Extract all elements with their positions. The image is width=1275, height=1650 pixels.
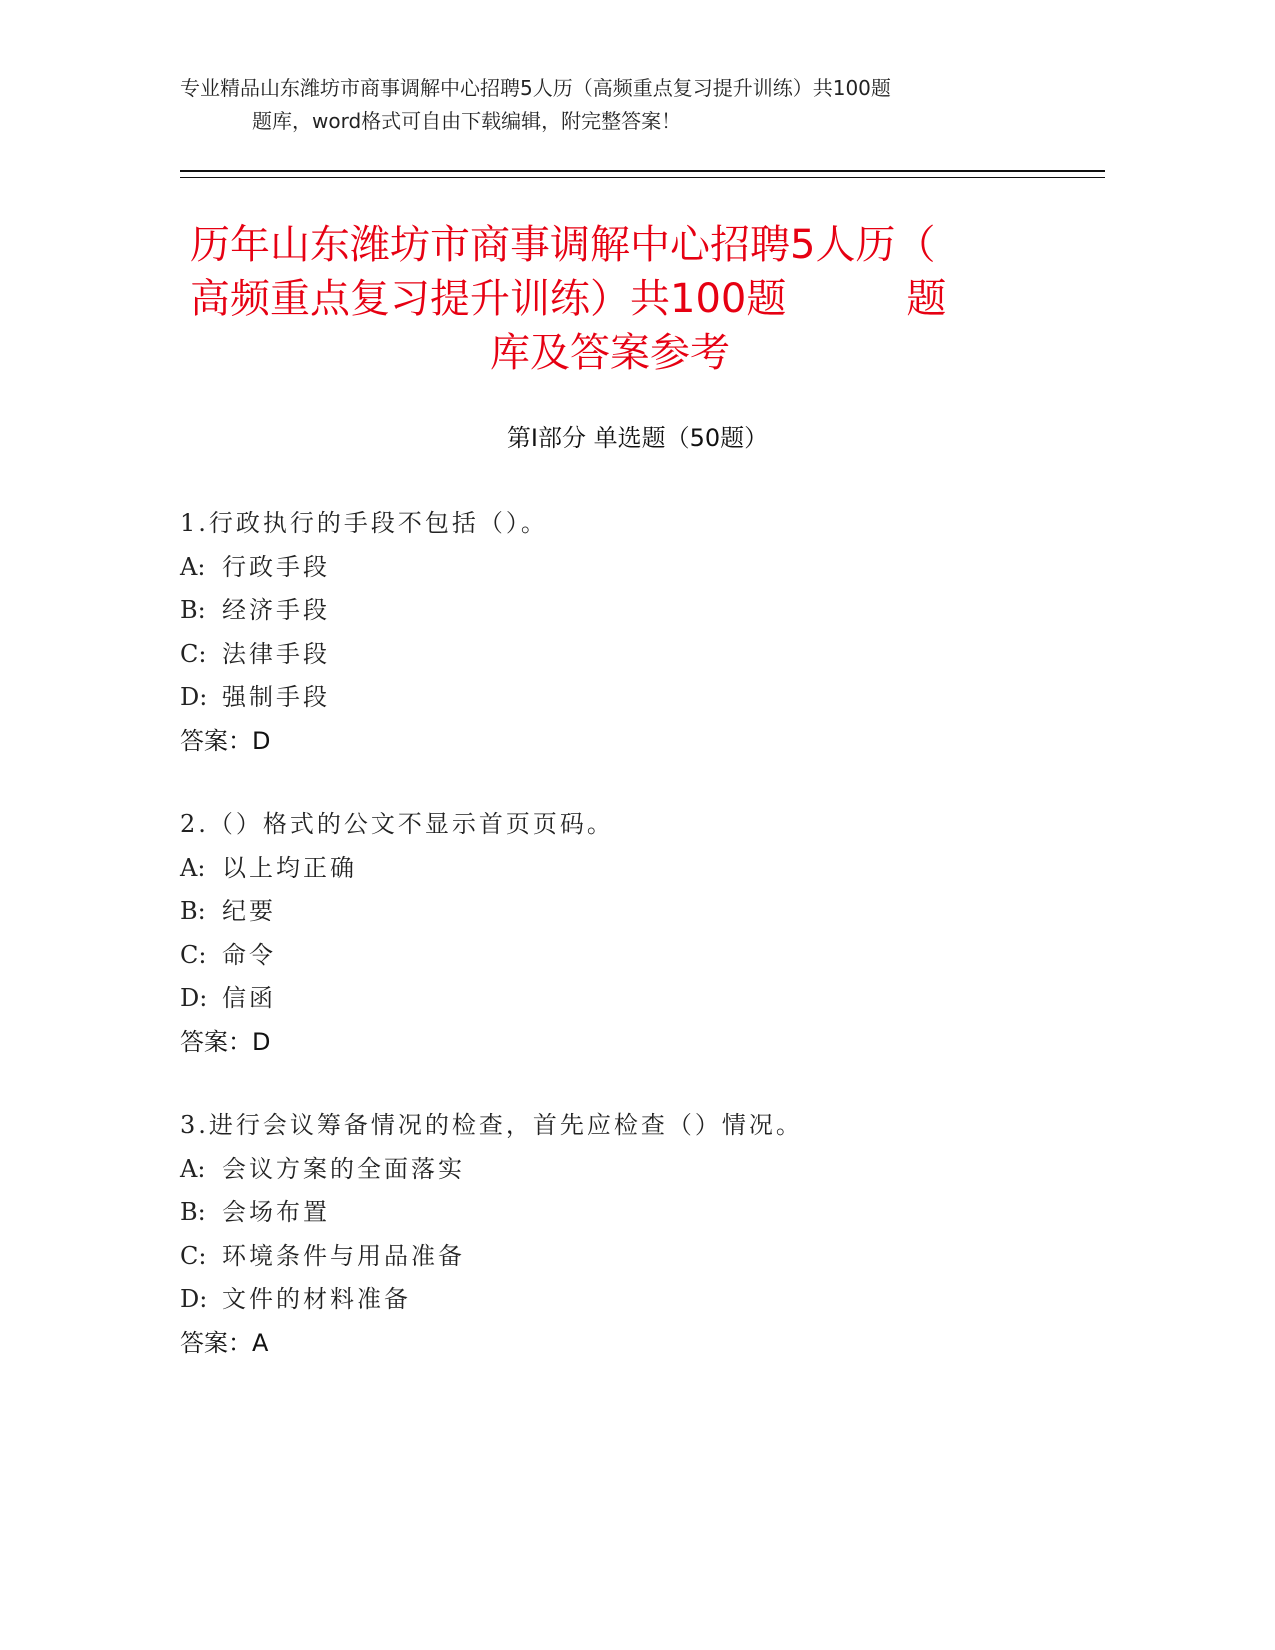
option-label: C: <box>180 639 207 668</box>
option-label: D: <box>180 984 208 1012</box>
header-line-2: 题库，word格式可自由下载编辑，附完整答案！ <box>252 109 682 133</box>
question-stem: 1.行政执行的手段不包括（）。 <box>180 509 548 537</box>
option-text: 会议方案的全面落实 <box>222 1154 465 1183</box>
option-label: A: <box>180 853 206 882</box>
header-divider-thin <box>180 177 1105 178</box>
option-c <box>180 1235 1100 1279</box>
answer-line: 答案：D <box>180 1027 271 1056</box>
option-text: 信函 <box>222 984 276 1012</box>
question-3 <box>180 1104 1100 1365</box>
option-a <box>180 1148 1100 1192</box>
title-line-3: 库及答案参考 <box>490 330 730 376</box>
option-label: A: <box>180 1154 206 1183</box>
header-line-1: 专业精品山东潍坊市商事调解中心招聘5人历（高频重点复习提升训练）共100题 <box>180 76 891 100</box>
option-b <box>180 890 1100 934</box>
option-b <box>180 589 1100 633</box>
answer-line: 答案：D <box>180 726 271 755</box>
header-note <box>180 72 1080 138</box>
option-label: C: <box>180 940 207 969</box>
option-a <box>180 546 1100 590</box>
title-line-2: 高频重点复习提升训练）共100题 题 <box>190 276 947 322</box>
title-line-1: 历年山东潍坊市商事调解中心招聘5人历（ <box>190 222 936 268</box>
option-d <box>180 1278 1100 1322</box>
option-label: B: <box>180 596 206 624</box>
question-2 <box>180 803 1100 1064</box>
option-text: 行政手段 <box>222 552 330 581</box>
option-text: 文件的材料准备 <box>222 1285 411 1313</box>
option-a <box>180 847 1100 891</box>
option-text: 法律手段 <box>222 639 330 668</box>
question-stem: 3.进行会议筹备情况的检查，首先应检查（）情况。 <box>180 1111 803 1139</box>
option-text: 强制手段 <box>222 683 330 711</box>
section-title: 第Ⅰ部分 单选题（50题） <box>506 424 769 452</box>
option-label: B: <box>180 1198 206 1226</box>
option-label: A: <box>180 552 206 581</box>
question-1 <box>180 502 1100 763</box>
document-title <box>190 218 1030 380</box>
option-label: B: <box>180 897 206 925</box>
answer-line: 答案：A <box>180 1328 269 1357</box>
option-c <box>180 633 1100 677</box>
option-text: 纪要 <box>222 897 276 925</box>
option-label: D: <box>180 683 208 711</box>
header-divider-thick <box>180 170 1105 172</box>
option-d <box>180 676 1100 720</box>
option-c <box>180 934 1100 978</box>
option-text: 命令 <box>222 940 276 969</box>
question-stem: 2.（）格式的公文不显示首页页码。 <box>180 810 614 838</box>
option-text: 经济手段 <box>222 596 330 624</box>
question-list <box>180 502 1100 1405</box>
option-d <box>180 977 1100 1021</box>
option-text: 会场布置 <box>222 1198 330 1226</box>
option-label: D: <box>180 1285 208 1313</box>
option-text: 环境条件与用品准备 <box>222 1241 465 1270</box>
option-text: 以上均正确 <box>222 853 357 882</box>
option-b <box>180 1191 1100 1235</box>
option-label: C: <box>180 1241 207 1270</box>
